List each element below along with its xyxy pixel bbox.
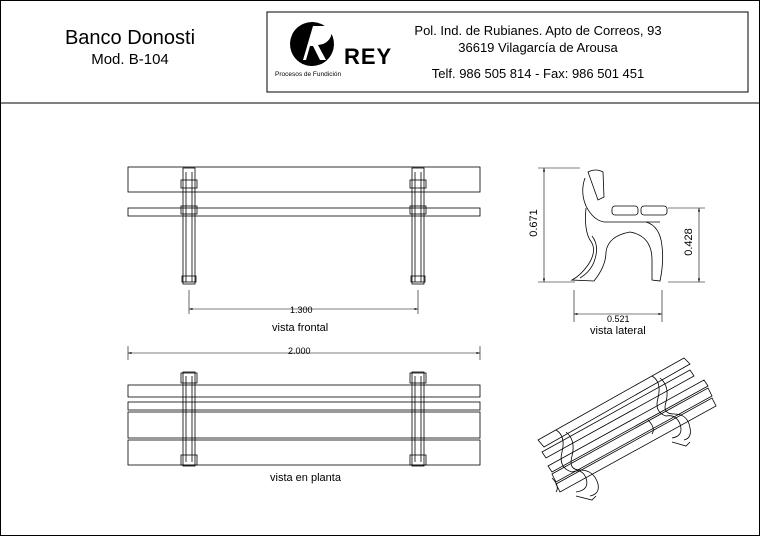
product-name: Banco Donosti	[64, 27, 196, 49]
logo-word: REY	[344, 44, 393, 69]
label-front-view: vista frontal	[272, 322, 329, 334]
side-view	[538, 168, 705, 322]
label-side-view: vista lateral	[590, 325, 646, 337]
rey-logo	[284, 16, 340, 72]
dim-total-length: 2.000	[288, 346, 311, 356]
dim-seat-height: 0.428	[682, 228, 695, 256]
dim-front-width: 1.300	[290, 305, 313, 315]
front-view	[128, 167, 480, 314]
plan-view	[128, 346, 480, 466]
model-number: Mod. B-104	[91, 51, 169, 68]
title-block	[20, 25, 240, 69]
address-line-1: Pol. Ind. de Rubianes. Apto de Correos, 93	[414, 23, 662, 38]
logo-subtitle: Procesos de Fundición	[275, 71, 342, 78]
dim-side-height: 0.671	[527, 209, 540, 237]
label-plan-view: vista en planta	[270, 472, 341, 484]
address-line-2: 36619 Vilagarcía de Arousa	[458, 40, 618, 55]
company-contact	[398, 22, 678, 82]
dim-side-depth: 0.521	[607, 314, 630, 324]
isometric-view	[538, 358, 716, 500]
phone-fax: Telf. 986 505 814 - Fax: 986 501 451	[431, 66, 645, 81]
